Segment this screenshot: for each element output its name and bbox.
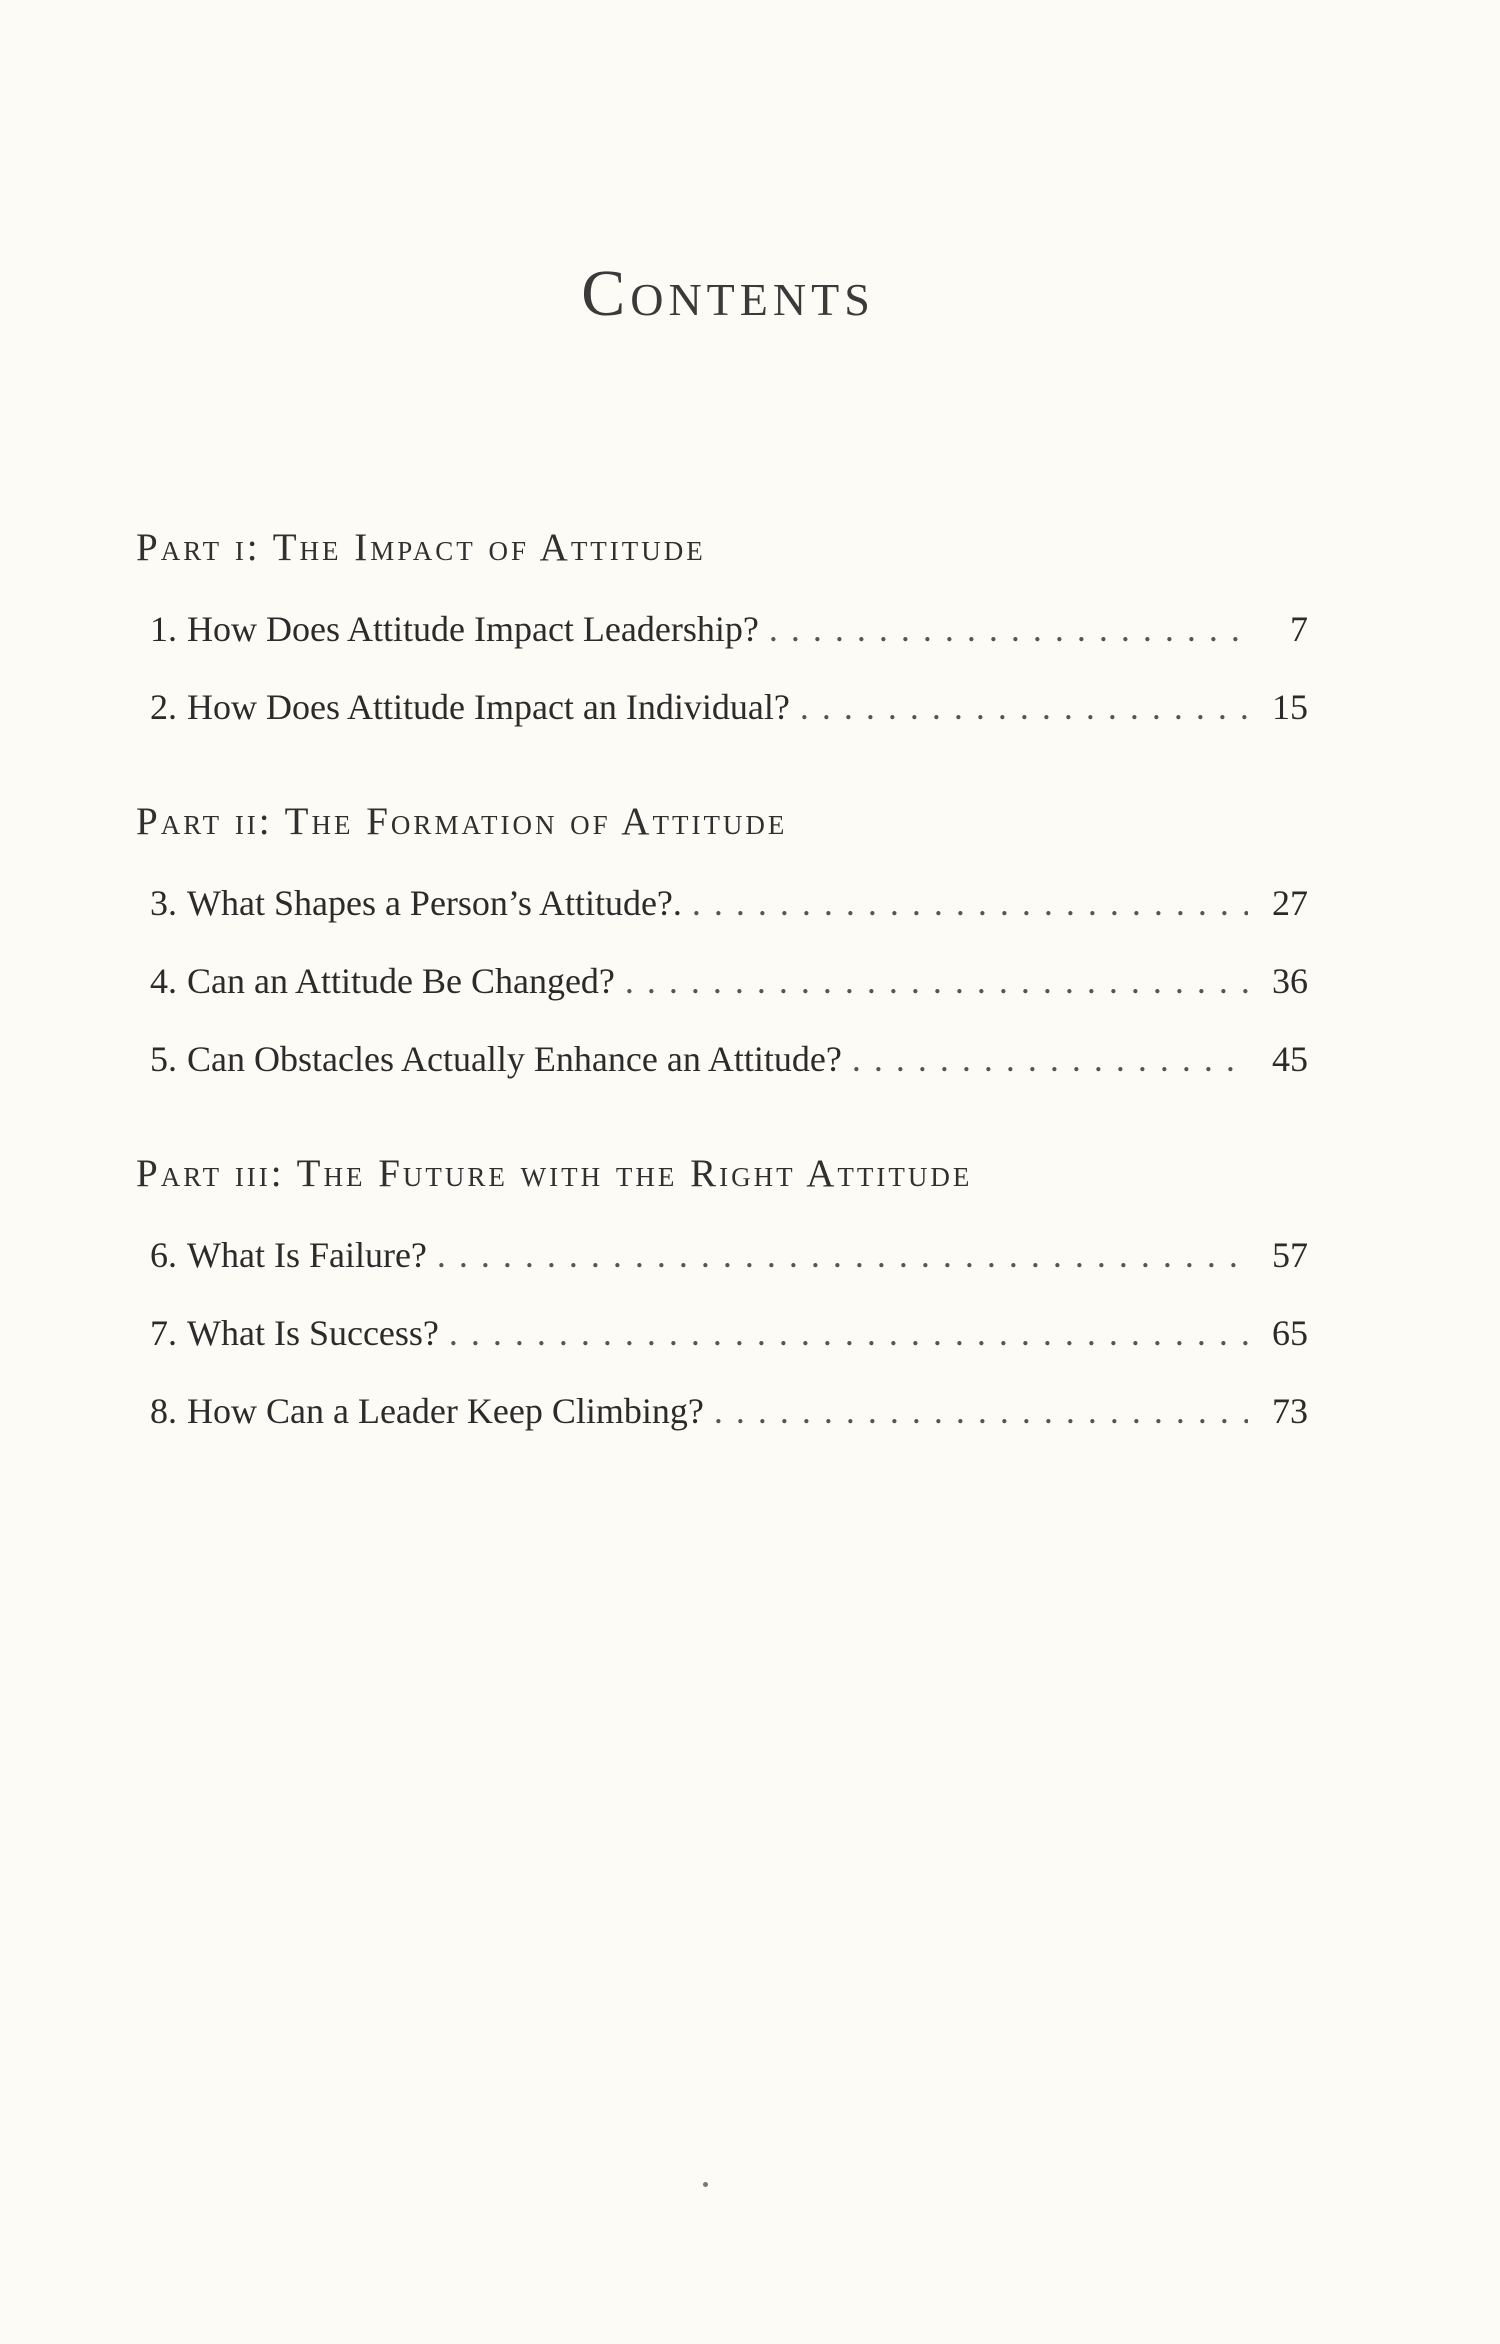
dot-leader xyxy=(852,1020,1248,1098)
entry-number: 3. xyxy=(150,883,177,923)
dot-leader xyxy=(714,1372,1248,1450)
entry-page-number: 57 xyxy=(1272,1235,1308,1275)
entry-number: 8. xyxy=(150,1391,177,1431)
entry-page-number: 65 xyxy=(1272,1313,1308,1353)
page-title: Contents xyxy=(581,257,875,330)
table-of-contents xyxy=(136,520,1308,1450)
dot-leader xyxy=(692,864,1248,942)
entry-title: How Does Attitude Impact Leadership? xyxy=(187,609,759,649)
entry-number: 1. xyxy=(150,609,177,649)
part-3 xyxy=(136,1146,1308,1450)
entry-number: 2. xyxy=(150,687,177,727)
entry-title: What Shapes a Person’s Attitude?. xyxy=(187,883,682,923)
entry-title: What Is Failure? xyxy=(187,1235,427,1275)
part-heading: Part iii: The Future with the Right Attitude xyxy=(136,1152,973,1195)
entry-title: How Can a Leader Keep Climbing? xyxy=(187,1391,704,1431)
part-2 xyxy=(136,794,1308,1098)
dot-leader xyxy=(449,1294,1248,1372)
entry-number: 4. xyxy=(150,961,177,1001)
dot-leader xyxy=(437,1216,1248,1294)
entry-page-number: 15 xyxy=(1272,687,1308,727)
toc-entry xyxy=(136,1372,1308,1450)
part-heading: Part ii: The Formation of Attitude xyxy=(136,800,788,843)
dot-leader xyxy=(625,942,1248,1020)
toc-entry xyxy=(136,1294,1308,1372)
entry-title: Can Obstacles Actually Enhance an Attitude? xyxy=(187,1039,842,1079)
toc-entry xyxy=(136,590,1308,668)
part-1 xyxy=(136,520,1308,746)
entry-number: 5. xyxy=(150,1039,177,1079)
scan-speck xyxy=(703,2182,708,2187)
entry-page-number: 73 xyxy=(1272,1391,1308,1431)
toc-entry xyxy=(136,1216,1308,1294)
entry-number: 7. xyxy=(150,1313,177,1353)
entry-title: Can an Attitude Be Changed? xyxy=(187,961,615,1001)
toc-entry xyxy=(136,668,1308,746)
dot-leader xyxy=(769,590,1248,668)
part-heading: Part i: The Impact of Attitude xyxy=(136,526,706,569)
toc-entry xyxy=(136,942,1308,1020)
entry-title: How Does Attitude Impact an Individual? xyxy=(187,687,790,727)
entry-title: What Is Success? xyxy=(187,1313,439,1353)
entry-page-number: 36 xyxy=(1272,961,1308,1001)
entry-page-number: 45 xyxy=(1272,1039,1308,1079)
dot-leader xyxy=(800,668,1248,746)
entry-page-number: 7 xyxy=(1290,609,1308,649)
toc-entry xyxy=(136,1020,1308,1098)
entry-page-number: 27 xyxy=(1272,883,1308,923)
toc-entry xyxy=(136,864,1308,942)
entry-number: 6. xyxy=(150,1235,177,1275)
